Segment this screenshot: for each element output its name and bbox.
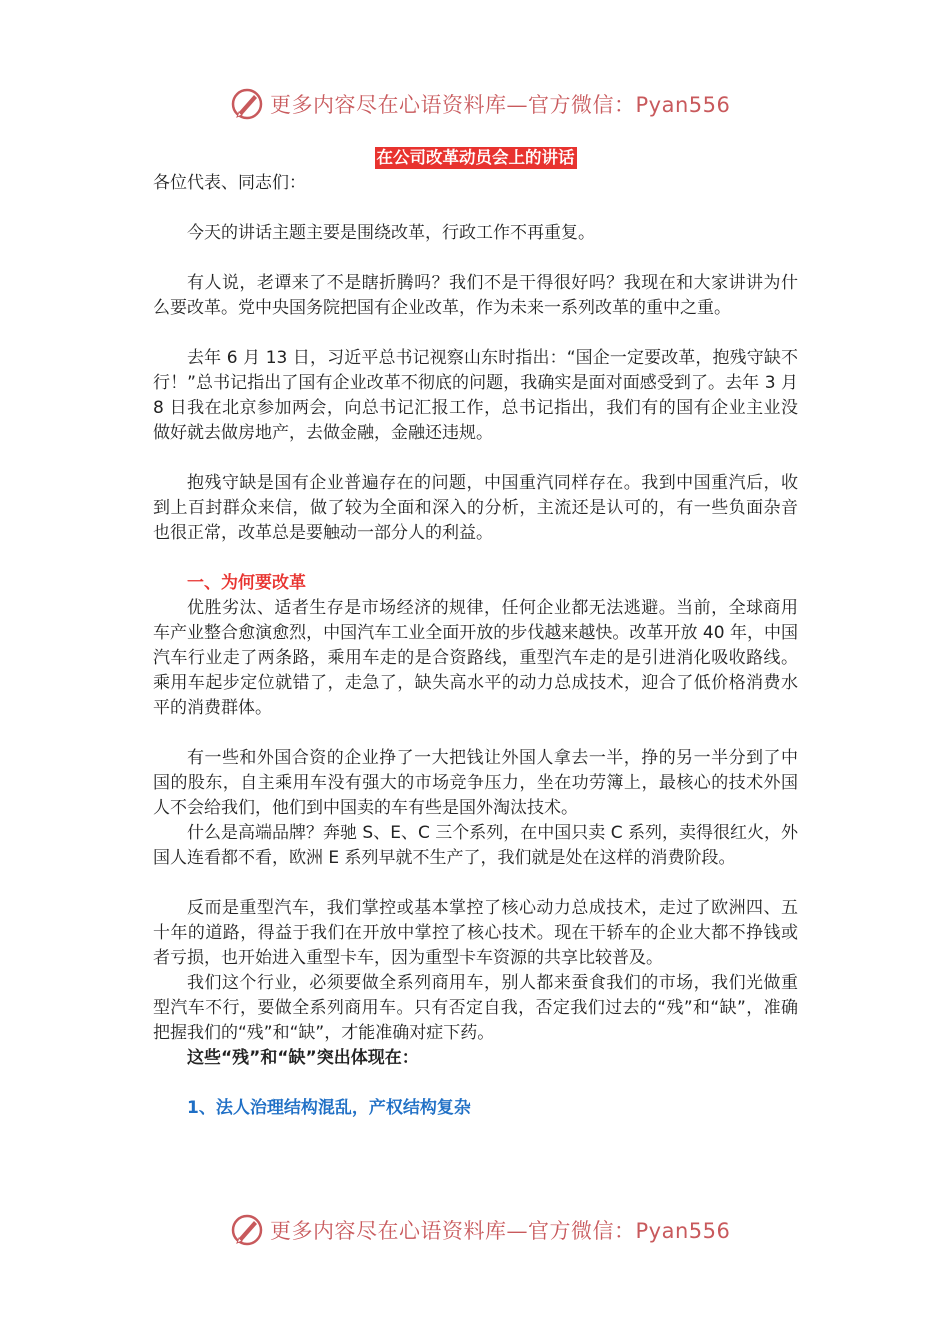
section1-paragraph-1: 优胜劣汰、适者生存是市场经济的规律，任何企业都无法逃避。当前，全球商用车产业整合愈演愈烈，中国汽车工业全面开放的步伐越来越快。改革开放 40 年，中国汽车行业走了两条路，乘用车走的是合资路线，重型汽车走的是引进消化吸收路线。乘用车起步定位就错了，走急了，缺失高水平的动力总成技术，迎合了低价格消费水平的消费群体。 xyxy=(153,598,798,718)
banner-wechat-id: Pyan556 xyxy=(635,93,731,117)
pen-logo-icon xyxy=(230,87,264,121)
document-body xyxy=(153,146,798,1121)
pen-logo-icon xyxy=(230,1213,264,1247)
footer-banner xyxy=(230,1210,730,1250)
section-heading-why-reform: 一、为何要改革 xyxy=(187,573,306,593)
salutation: 各位代表、同志们： xyxy=(153,173,306,193)
section1-paragraph-3: 什么是高端品牌？奔驰 S、E、C 三个系列，在中国只卖 C 系列，卖得很红火，外国人连看都不看，欧洲 E 系列早就不生产了，我们就是处在这样的消费阶段。 xyxy=(153,823,798,868)
subheading-1: 1、法人治理结构混乱，产权结构复杂 xyxy=(187,1098,471,1118)
banner-text: 更多内容尽在心语资料库—官方微信：Pyan556 xyxy=(270,93,731,117)
intro-paragraph-4: 抱残守缺是国有企业普遍存在的问题，中国重汽同样存在。我到中国重汽后，收到上百封群众来信，做了较为全面和深入的分析，主流还是认可的，有一些负面杂音也很正常，改革总是要触动一部分人的利益。 xyxy=(153,473,798,543)
banner-text: 更多内容尽在心语资料库—官方微信：Pyan556 xyxy=(270,1219,731,1243)
banner-wechat-id: Pyan556 xyxy=(635,1219,731,1243)
emphasis-line: 这些“残”和“缺”突出体现在： xyxy=(187,1048,419,1068)
intro-paragraph-2: 有人说，老谭来了不是瞎折腾吗？我们不是干得很好吗？我现在和大家讲讲为什么要改革。党中央国务院把国有企业改革，作为未来一系列改革的重中之重。 xyxy=(153,273,798,318)
intro-paragraph-3: 去年 6 月 13 日，习近平总书记视察山东时指出：“国企一定要改革，抱残守缺不行！”总书记指出了国有企业改革不彻底的问题，我确实是面对面感受到了。去年 3 月 8 日我在北京参加两会，向总书记汇报工作，总书记指出，我们有的国有企业主业没做好就去做房地产，去做金融，金融还违规。 xyxy=(153,348,798,443)
section1-paragraph-5: 我们这个行业，必须要做全系列商用车，别人都来蚕食我们的市场，我们光做重型汽车不行，要做全系列商用车。只有否定自我，否定我们过去的“残”和“缺”，准确把握我们的“残”和“缺”，才能准确对症下药。 xyxy=(153,973,798,1043)
header-banner xyxy=(230,84,730,124)
section1-paragraph-2: 有一些和外国合资的企业挣了一大把钱让外国人拿去一半，挣的另一半分到了中国的股东，自主乘用车没有强大的市场竞争压力，坐在功劳簿上，最核心的技术外国人不会给我们，他们到中国卖的车有些是国外淘汰技术。 xyxy=(153,748,798,818)
intro-paragraph-1: 今天的讲话主题主要是围绕改革，行政工作不再重复。 xyxy=(187,223,595,243)
document-title: 在公司改革动员会上的讲话 xyxy=(376,148,575,167)
section1-paragraph-4: 反而是重型汽车，我们掌控或基本掌控了核心动力总成技术，走过了欧洲四、五十年的道路，得益于我们在开放中掌控了核心技术。现在干轿车的企业大都不挣钱或者亏损，也开始进入重型卡车，因为重型卡车资源的共享比较普及。 xyxy=(153,898,798,968)
